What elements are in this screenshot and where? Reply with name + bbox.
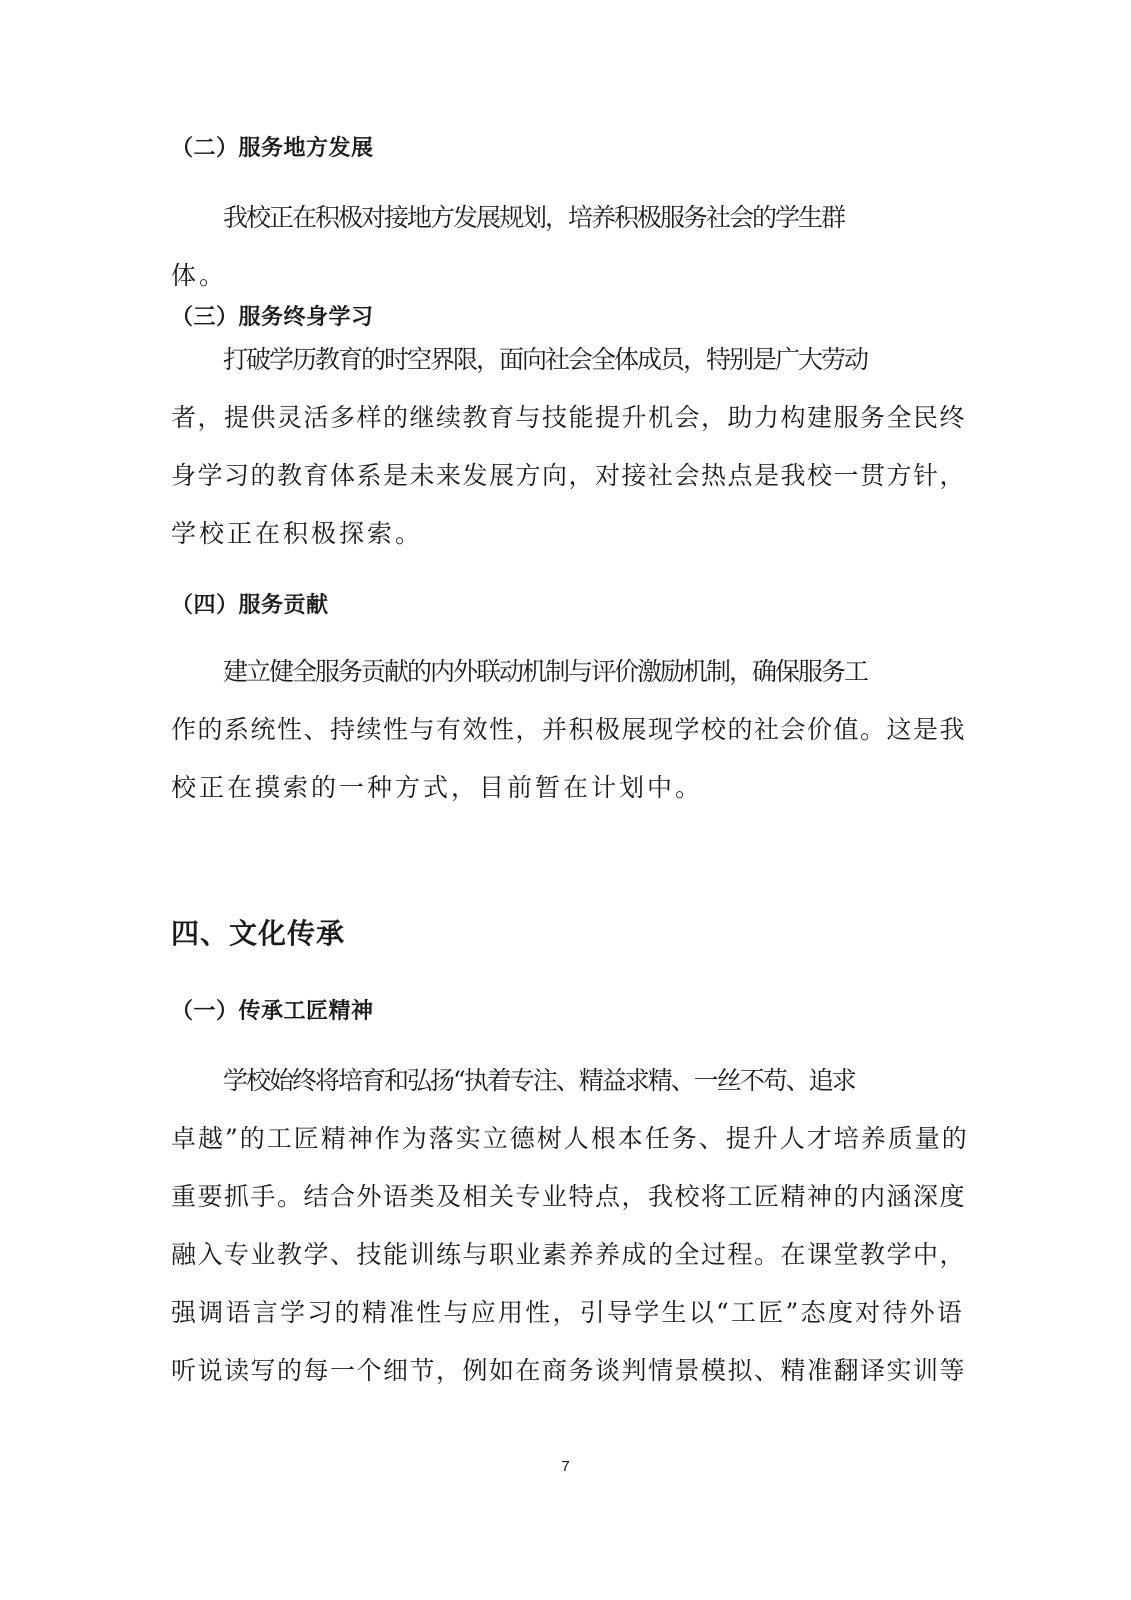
paragraph-line: 建立健全服务贡献的内外联动机制与评价激励机制，确保服务工 [223,657,868,686]
paragraph-line: 校正在摸索的一种方式，目前暂在计划中。 [171,773,704,802]
paragraph-service-contribution [171,643,971,817]
paragraph-line: 学校始终将培育和弘扬“执着专注、精益求精、一丝不苟、追求 [223,1066,855,1095]
paragraph-line: 融入专业教学、技能训练与职业素养养成的全过程。在课堂教学中， [171,1240,967,1269]
paragraph-line: 学校正在积极探索。 [171,519,424,548]
sub-heading-service-contribution: （四）服务贡献 [171,592,329,617]
sub-heading-local-development: （二）服务地方发展 [171,135,374,160]
paragraph-line: 强调语言学习的精准性与应用性，引导学生以“工匠”态度对待外语 [171,1298,965,1327]
paragraph-craftsman-spirit [171,1052,971,1400]
paragraph-line: 听说读写的每一个细节，例如在商务谈判情景模拟、精准翻译实训等 [171,1356,967,1385]
paragraph-line: 作的系统性、持续性与有效性，并积极展现学校的社会价值。这是我 [171,715,967,744]
paragraph-line: 者，提供灵活多样的继续教育与技能提升机会，助力构建服务全民终 [171,403,967,432]
sub-heading-craftsman-spirit: （一）传承工匠精神 [171,998,374,1023]
sub-heading-lifelong-learning: （三）服务终身学习 [171,304,374,329]
paragraph-lifelong-learning [171,331,971,563]
page-number: 7 [561,1458,570,1475]
paragraph-line: 重要抓手。结合外语类及相关专业特点，我校将工匠精神的内涵深度 [171,1182,967,1211]
paragraph-line: 我校正在积极对接地方发展规划，培养积极服务社会的学生群 [223,203,845,232]
chapter-heading-cultural-heritage: 四、文化传承 [171,918,346,949]
paragraph-line: 打破学历教育的时空界限，面向社会全体成员，特别是广大劳动 [223,345,868,374]
paragraph-line: 卓越”的工匠精神作为落实立德树人根本任务、提升人才培养质量的 [171,1124,969,1153]
paragraph-line: 体。 [171,261,228,290]
paragraph-local-development [171,189,971,305]
paragraph-line: 身学习的教育体系是未来发展方向，对接社会热点是我校一贯方针， [171,461,967,490]
